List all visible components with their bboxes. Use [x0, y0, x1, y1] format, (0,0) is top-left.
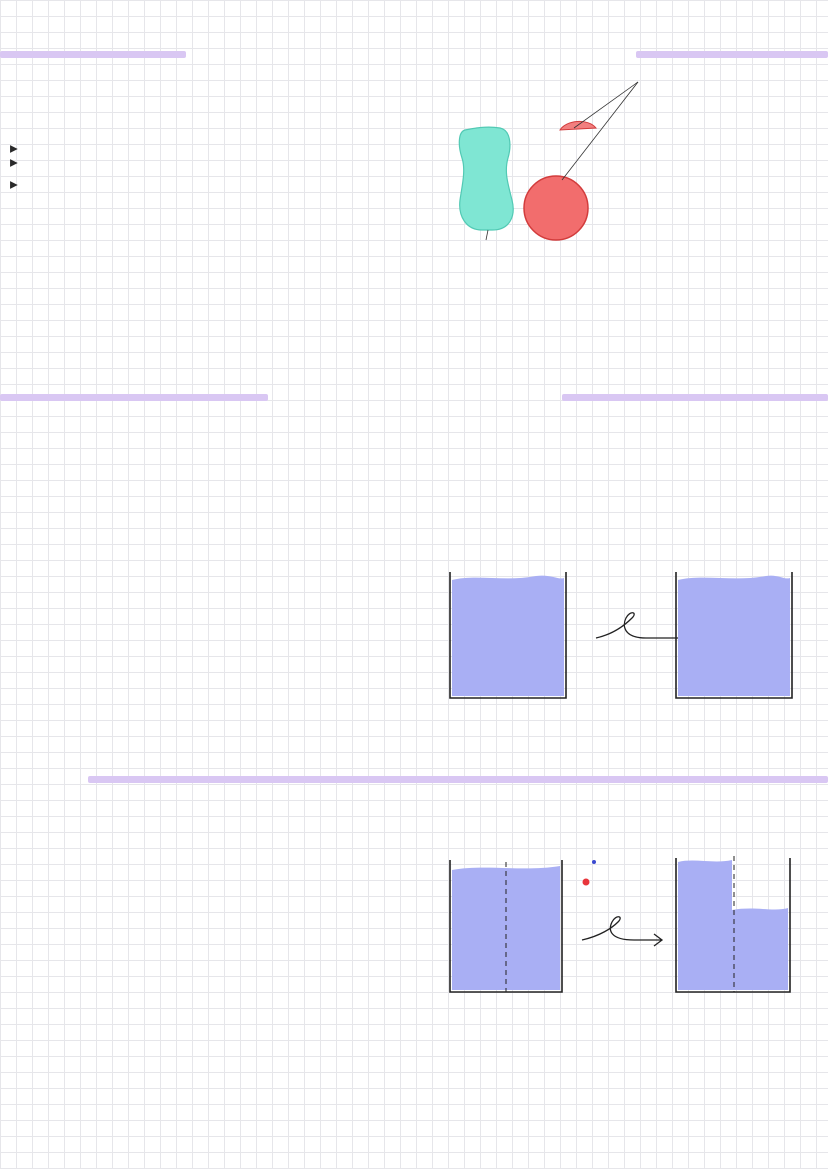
function-list — [10, 137, 24, 195]
osmosis-arrow — [582, 917, 662, 946]
diffusion-diagram — [446, 568, 806, 708]
bullet-1-line-1: ▸ — [10, 139, 18, 157]
osmosis-diagram — [444, 848, 814, 1008]
title-bar-right — [636, 51, 828, 58]
bullet-2-line-1: ▸ — [10, 153, 18, 171]
integral-protein-left — [459, 127, 513, 230]
integral-protein-right — [524, 176, 588, 240]
osmosis-bar — [88, 776, 828, 783]
title-bar-left — [0, 51, 186, 58]
section-bar-left — [0, 394, 268, 401]
peripheral-protein — [560, 121, 596, 130]
membrane-diagram — [370, 68, 790, 278]
diffusion-arrow — [596, 613, 692, 644]
bullet-3-line-1: ▸ — [10, 175, 18, 193]
legend-sugar-dot — [583, 879, 590, 886]
section-bar-right — [562, 394, 828, 401]
